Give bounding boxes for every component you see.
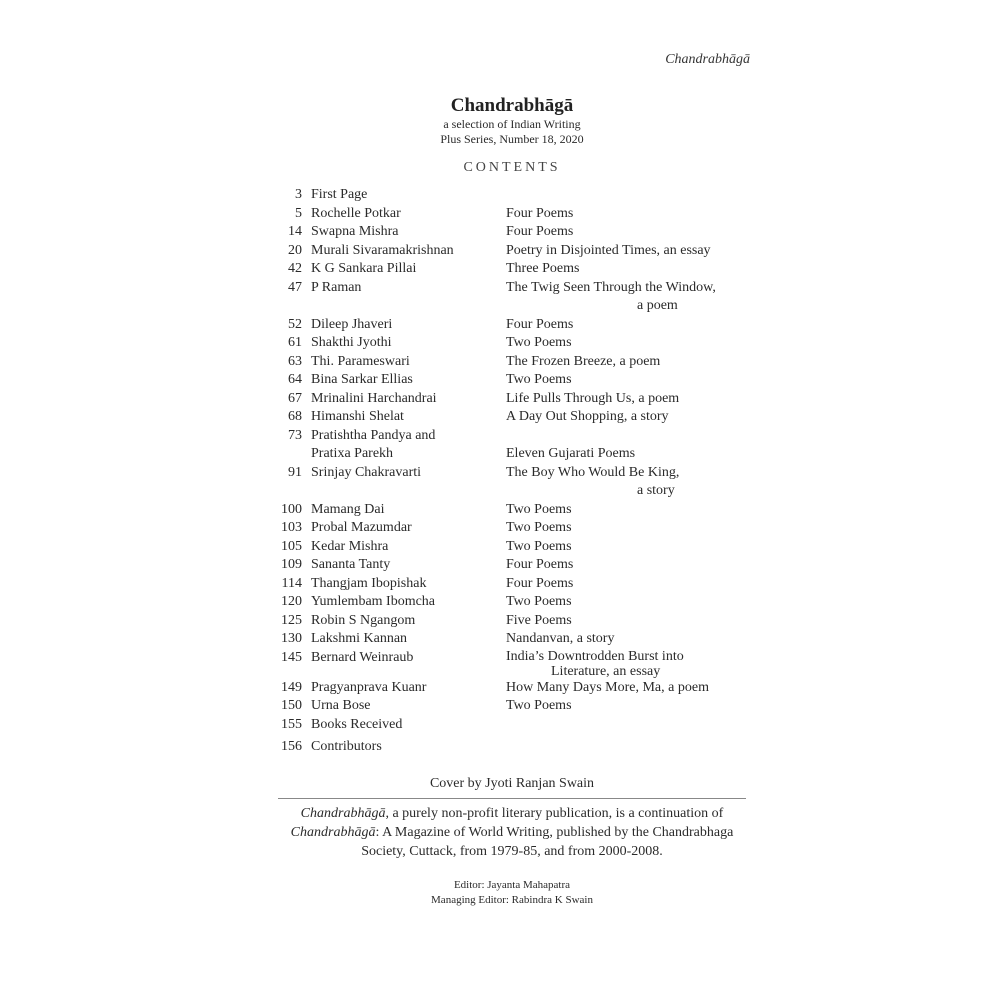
- contents-author: [311, 223, 506, 242]
- work-title-line: Two Poems: [506, 372, 572, 387]
- contents-author: [311, 390, 506, 409]
- work-title-line: India’s Downtrodden Burst into: [506, 648, 684, 664]
- author-name: Sananta Tanty: [311, 557, 391, 572]
- title-block: [0, 95, 1000, 147]
- work-title-line: Two Poems: [506, 520, 572, 535]
- page-number: 73: [288, 427, 302, 443]
- author-name: Shakthi Jyothi: [311, 335, 392, 350]
- work-title-line: Four Poems: [506, 316, 574, 332]
- author-name: Lakshmi Kannan: [311, 631, 408, 646]
- contents-work: [506, 186, 760, 205]
- contents-work: [506, 427, 760, 464]
- contents-author: [311, 697, 506, 716]
- contents-entry: [260, 630, 760, 649]
- author-name: Thi. Parameswari: [311, 353, 410, 369]
- author-name: Bernard Weinraub: [311, 649, 414, 665]
- author-name: Rochelle Potkar: [311, 205, 401, 221]
- page-number: 150: [281, 698, 302, 713]
- work-title-line: a poem: [637, 298, 678, 313]
- contents-entry: [260, 649, 760, 679]
- work-title-line: Four Poems: [506, 557, 574, 572]
- work-title-line: Poetry in Disjointed Times, an essay: [506, 242, 711, 258]
- work-title-line: Literature, an essay: [551, 663, 661, 679]
- contents-author: [311, 353, 506, 372]
- contents-entry: [260, 575, 760, 594]
- contents-author: [311, 464, 506, 483]
- author-name: Probal Mazumdar: [311, 520, 412, 535]
- contents-author: [311, 186, 506, 205]
- author-name: Himanshi Shelat: [311, 409, 404, 424]
- work-title-line: Two Poems: [506, 335, 572, 350]
- page-number: 5: [295, 205, 302, 221]
- contents-author: [311, 316, 506, 335]
- page-number: 20: [288, 242, 302, 258]
- page-number: 109: [281, 557, 302, 572]
- work-title-line: a story: [637, 483, 675, 498]
- contents-work: [506, 242, 760, 261]
- page-number: 47: [288, 279, 302, 295]
- contents-work: [506, 408, 760, 427]
- contents-work: [506, 334, 760, 353]
- work-title-line: The Twig Seen Through the Window,: [506, 279, 716, 295]
- contents-entry: [260, 556, 760, 575]
- page-number: 68: [288, 409, 302, 424]
- author-name: Thangjam Ibopishak: [311, 575, 427, 591]
- work-title-line: The Frozen Breeze, a poem: [506, 353, 661, 369]
- author-name: Srinjay Chakravarti: [311, 464, 422, 480]
- contents-work: [506, 612, 760, 631]
- work-title-line: [506, 427, 760, 446]
- page-number: 42: [288, 261, 302, 276]
- contents-work: [506, 630, 760, 649]
- contents-entry: [260, 501, 760, 520]
- author-name: First Page: [311, 187, 368, 202]
- contents-entry: [260, 223, 760, 242]
- contents-entry: [260, 408, 760, 427]
- contents-work: [506, 679, 760, 698]
- contents-work: [506, 738, 760, 757]
- magazine-name: Chandrabhāgā: [290, 825, 376, 840]
- page-number: 3: [295, 187, 302, 202]
- contents-work: [506, 649, 760, 679]
- page-title: Chandrabhāgā: [450, 95, 574, 116]
- contents-entry: [260, 186, 760, 205]
- author-name: Kedar Mishra: [311, 538, 389, 554]
- contents-work: [506, 556, 760, 575]
- contents-entry: [260, 612, 760, 631]
- editor-line: Editor: Jayanta Mahapatra: [453, 879, 571, 891]
- contents-entry: [260, 279, 760, 316]
- contents-author: [311, 501, 506, 520]
- contents-work: [506, 353, 760, 372]
- author-name: Mamang Dai: [311, 501, 385, 517]
- contents-author: [311, 575, 506, 594]
- contents-author: [311, 260, 506, 279]
- work-title-line: Two Poems: [506, 501, 572, 517]
- contents-entry: [260, 334, 760, 353]
- work-title-line: Nandanvan, a story: [506, 631, 615, 646]
- contents-work: [506, 575, 760, 594]
- contents-work: [506, 279, 760, 316]
- contents-heading: CONTENTS: [463, 160, 561, 175]
- author-name: Bina Sarkar Ellias: [311, 372, 413, 387]
- contents-entry: [260, 427, 760, 464]
- contents-author: [311, 427, 506, 464]
- contents-work: [506, 593, 760, 612]
- author-name: Mrinalini Harchandrai: [311, 390, 437, 406]
- page-number: 14: [288, 224, 302, 239]
- contents-author: [311, 334, 506, 353]
- page-number: 125: [281, 612, 302, 628]
- contents-entry: [260, 464, 760, 501]
- page-number: 120: [281, 594, 302, 609]
- page-number: 61: [288, 335, 302, 350]
- contents-work: [506, 223, 760, 242]
- contents-work: [506, 205, 760, 224]
- author-name: P Raman: [311, 279, 362, 295]
- managing-editor-line: Managing Editor: Rabindra K Swain: [431, 894, 593, 906]
- contents-author: [311, 538, 506, 557]
- contents-work: [506, 371, 760, 390]
- work-title-line: How Many Days More, Ma, a poem: [506, 679, 709, 695]
- work-title-line: [506, 186, 760, 205]
- work-title-line: Two Poems: [506, 594, 572, 609]
- table-of-contents: [260, 186, 760, 757]
- author-name: Contributors: [311, 739, 382, 754]
- page-number: 155: [281, 716, 302, 732]
- contents-author: [311, 612, 506, 631]
- author-name: Dileep Jhaveri: [311, 316, 393, 332]
- work-title-line: Life Pulls Through Us, a poem: [506, 390, 680, 406]
- work-title-line: Two Poems: [506, 538, 572, 554]
- contents-author: [311, 630, 506, 649]
- contents-author: [311, 279, 506, 298]
- author-name: Murali Sivaramakrishnan: [311, 242, 454, 258]
- contents-entry: [260, 371, 760, 390]
- work-title-line: Three Poems: [506, 261, 580, 276]
- page-number: 103: [281, 520, 302, 535]
- contents-author: [311, 738, 506, 757]
- page-number: 67: [288, 390, 302, 406]
- contents-author: [311, 593, 506, 612]
- publication-note: [268, 804, 756, 861]
- page-number: 64: [288, 372, 302, 387]
- contents-entry: [260, 260, 760, 279]
- work-title-line: A Day Out Shopping, a story: [506, 409, 669, 424]
- note-text-2: : A Magazine of World Writing, published by the Chandrabhaga Society, Cuttack, from 1979-85, and from 2000-2008.: [361, 825, 734, 859]
- contents-author: [311, 242, 506, 261]
- contents-entry: [260, 205, 760, 224]
- contents-author: [311, 371, 506, 390]
- contents-author: [311, 205, 506, 224]
- author-name: Yumlembam Ibomcha: [311, 594, 436, 609]
- author-name: Books Received: [311, 716, 403, 732]
- contents-work: [506, 501, 760, 520]
- contents-work: [506, 464, 760, 501]
- work-title-line: Four Poems: [506, 205, 574, 221]
- author-name: Robin S Ngangom: [311, 612, 416, 628]
- page-number: 105: [281, 538, 302, 554]
- contents-author: [311, 649, 506, 668]
- contents-entry: [260, 738, 760, 757]
- contents-author: [311, 679, 506, 698]
- contents-author: [311, 716, 506, 735]
- page-number: 149: [281, 679, 302, 695]
- contents-entry: [260, 679, 760, 698]
- contents-entry: [260, 593, 760, 612]
- contents-entry: [260, 716, 760, 735]
- page-number: 52: [288, 316, 302, 332]
- contents-work: [506, 260, 760, 279]
- contents-work: [506, 390, 760, 409]
- contents-entry: [260, 538, 760, 557]
- page-number: 130: [281, 631, 302, 646]
- author-name: Pratishtha Pandya and: [311, 427, 436, 443]
- contents-entry: [260, 697, 760, 716]
- page-number: 156: [281, 739, 302, 754]
- contents-author: [311, 556, 506, 575]
- work-title-line: Two Poems: [506, 698, 572, 713]
- contents-author: [311, 408, 506, 427]
- contents-work: [506, 538, 760, 557]
- work-title-line: [506, 716, 760, 735]
- page-number: 91: [288, 464, 302, 480]
- contents-entry: [260, 390, 760, 409]
- page-number: 114: [281, 575, 302, 591]
- page-number: 100: [281, 501, 302, 517]
- author-name-cont: Pratixa Parekh: [311, 446, 394, 461]
- editors-block: [0, 878, 1000, 908]
- contents-work: [506, 716, 760, 735]
- series-line: Plus Series, Number 18, 2020: [440, 132, 584, 146]
- work-title-line: The Boy Who Would Be King,: [506, 464, 680, 480]
- work-title-line: Four Poems: [506, 224, 574, 239]
- note-text-1: , a purely non-profit literary publication, is a continuation of: [385, 806, 724, 821]
- author-name: Swapna Mishra: [311, 224, 399, 239]
- contents-entry: [260, 519, 760, 538]
- work-title-line: Four Poems: [506, 575, 574, 591]
- running-head: Chandrabhāgā: [665, 52, 750, 67]
- contents-work: [506, 519, 760, 538]
- work-title-line: Eleven Gujarati Poems: [506, 446, 636, 461]
- cover-credit: Cover by Jyoti Ranjan Swain: [429, 776, 595, 791]
- work-title-line: Five Poems: [506, 612, 572, 628]
- contents-entry: [260, 316, 760, 335]
- page-number: 63: [288, 353, 302, 369]
- divider: [278, 798, 746, 799]
- author-name: K G Sankara Pillai: [311, 261, 417, 276]
- contents-work: [506, 697, 760, 716]
- contents-work: [506, 316, 760, 335]
- contents-author: [311, 519, 506, 538]
- subtitle: a selection of Indian Writing: [443, 117, 581, 131]
- contents-entry: [260, 242, 760, 261]
- publication-name: Chandrabhāgā: [300, 806, 386, 821]
- page-number: 145: [281, 649, 302, 665]
- author-name: Urna Bose: [311, 698, 371, 713]
- work-title-line: [506, 738, 760, 757]
- author-name: Pragyanprava Kuanr: [311, 679, 427, 695]
- contents-entry: [260, 353, 760, 372]
